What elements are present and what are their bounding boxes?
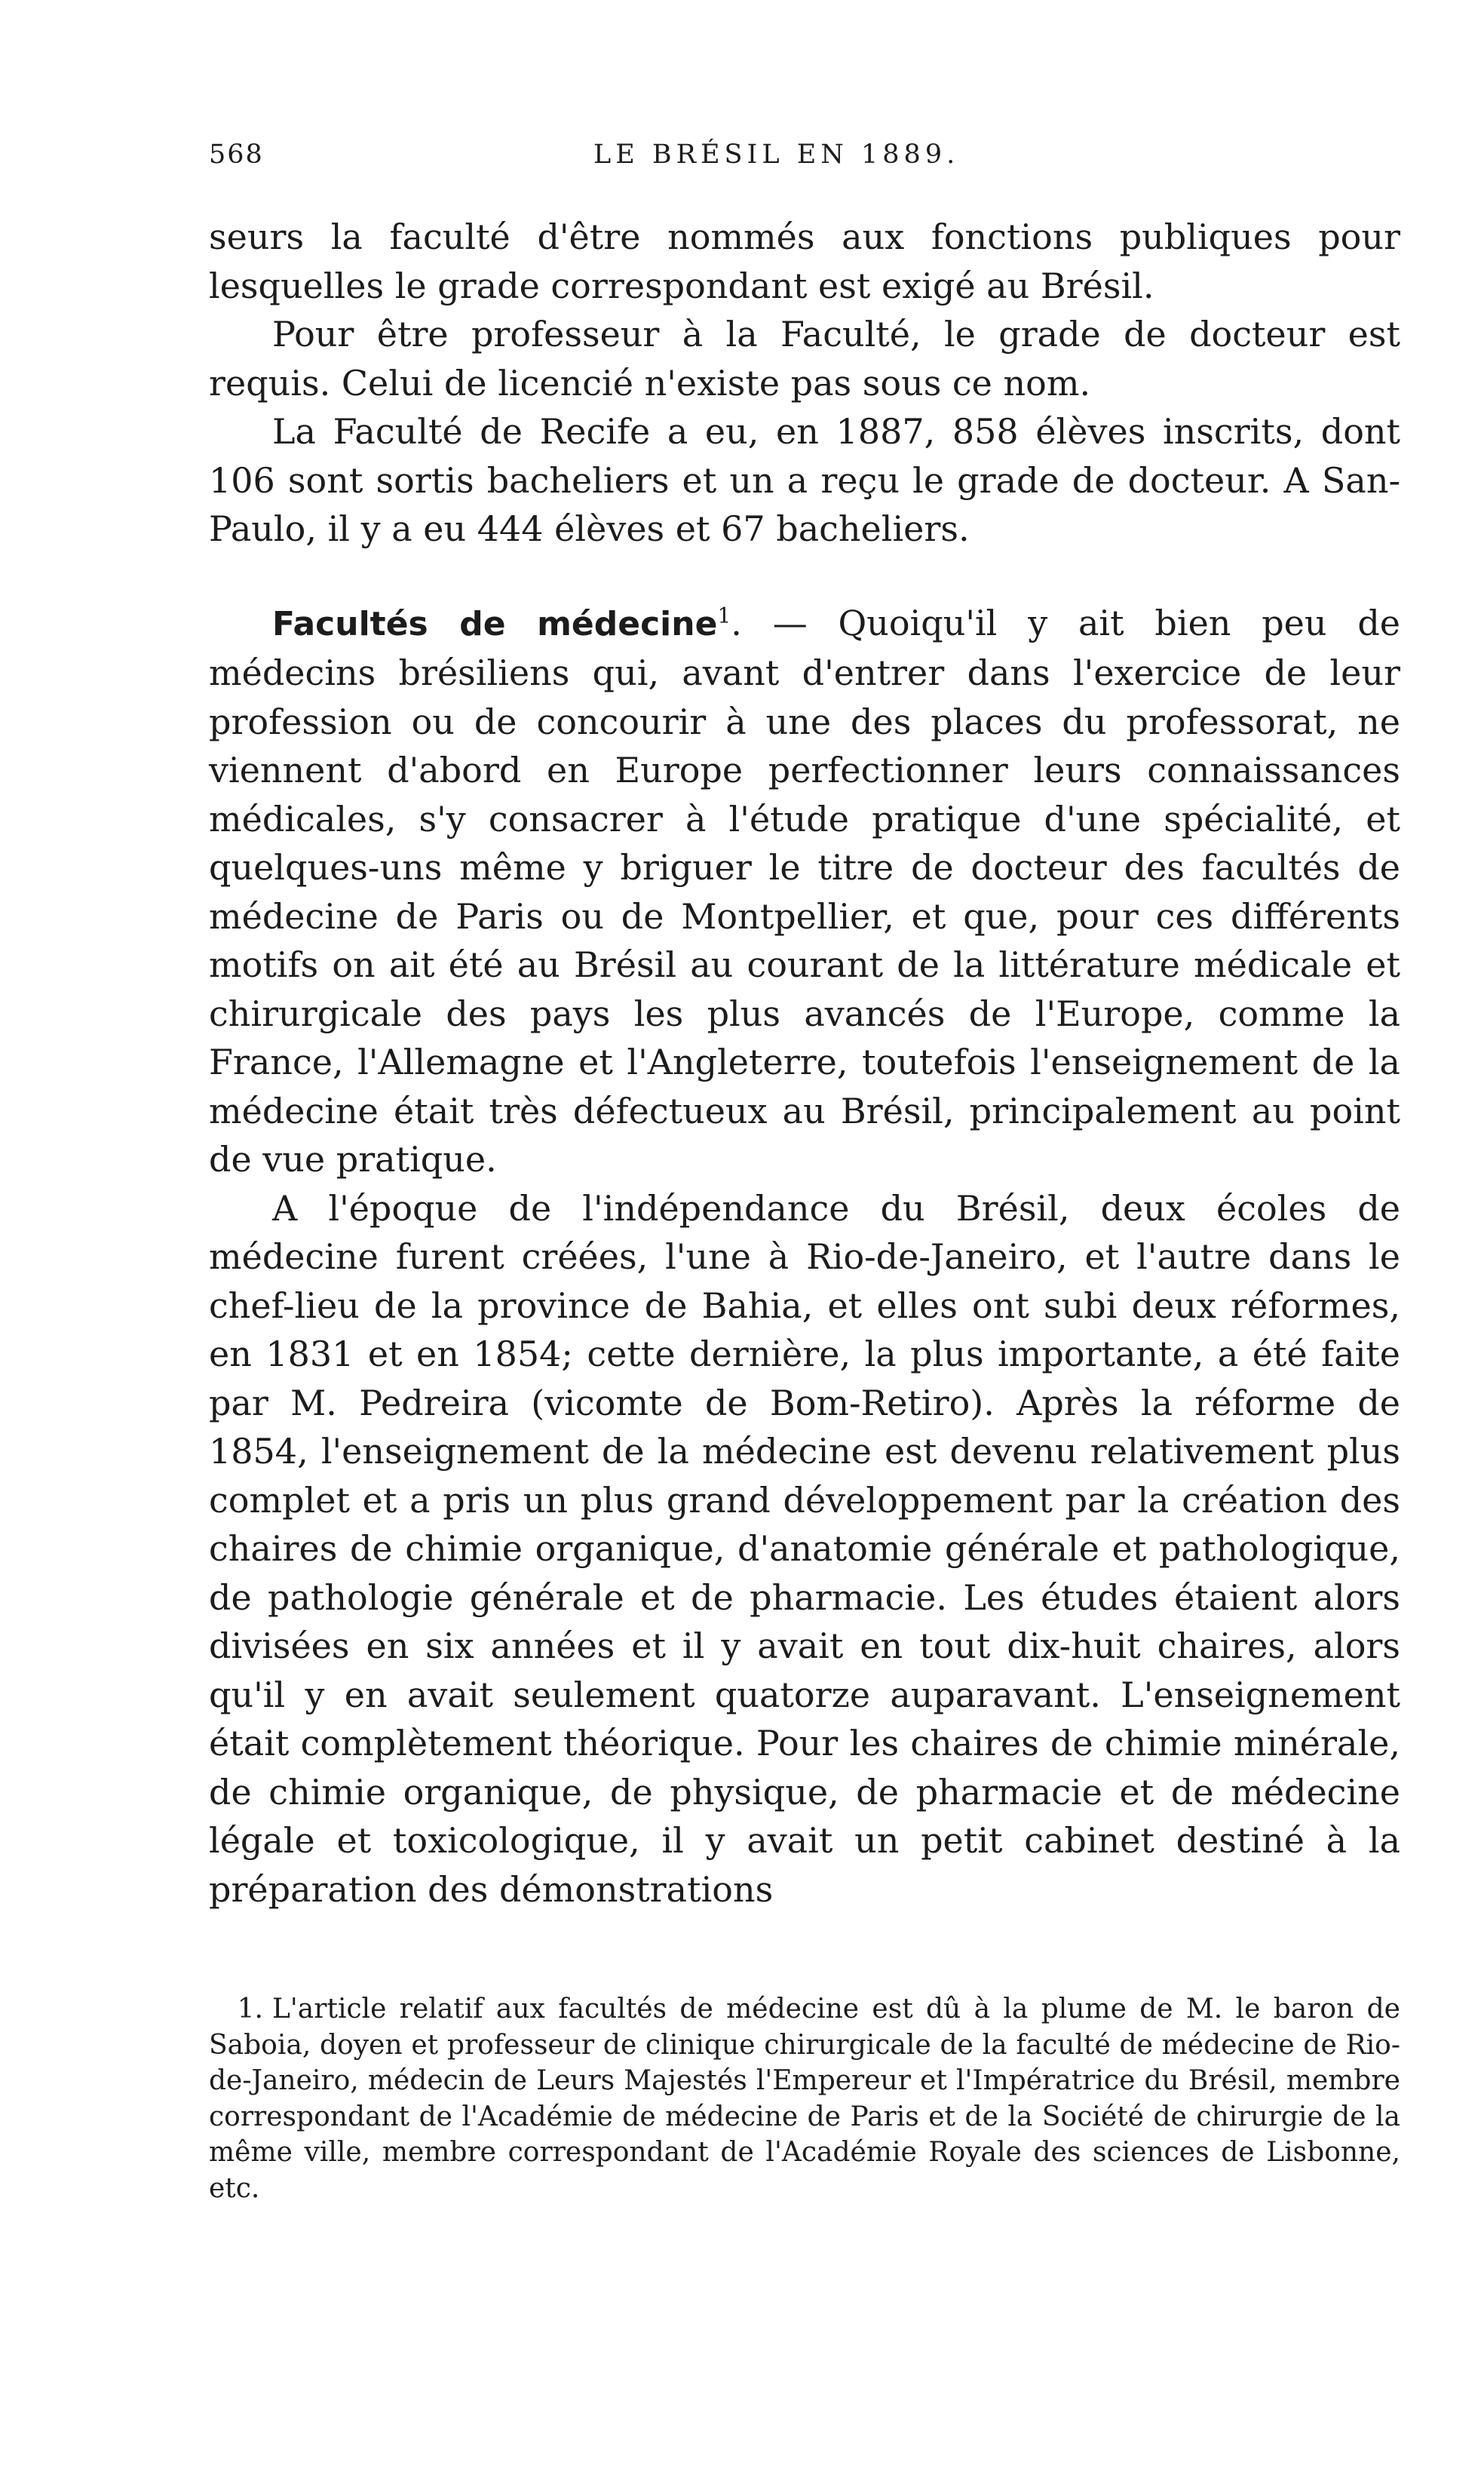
footnote	[209, 1991, 1400, 2206]
paragraph-medicine-text: . — Quoiqu'il y ait bien peu de médecins brésiliens qui, avant d'entrer dans l'exercice de leur profession ou de concourir à une des places du professorat, ne viennent d'abord en Europe perfectionner leurs connaissances médicales, s'y consacrer à l'étude pratique d'une spécialité, et quelques-uns même y briguer le titre de docteur des facultés de médecine de Paris ou de Montpellier, et que, pour ces différents motifs on ait été au Brésil au courant de la littérature médicale et chirurgicale des pays les plus avancés de l'Europe, comme la France, l'Allemagne et l'Angleterre, toutefois l'enseignement de la médecine était très défectueux au Brésil, principalement au point de vue pratique.	[209, 602, 1400, 1180]
section-gap	[209, 554, 1400, 599]
paragraph-recife-statistics: La Faculté de Recife a eu, en 1887, 858 élèves inscrits, dont 106 sont sortis bacheliers et un a reçu le grade de docteur. A San-Paulo, il y a eu 444 élèves et 67 bacheliers.	[209, 411, 1400, 549]
paragraph-independence-schools: A l'époque de l'indépendance du Brésil, deux écoles de médecine furent créées, l'une à Rio-de-Janeiro, et l'autre dans le chef-lieu de la province de Bahia, et elles ont subi deux réformes, en 1831 et en 1854; cette dernière, la plus importante, a été faite par M. Pedreira (vicomte de Bom-Retiro). Après la réforme de 1854, l'enseignement de la médecine est devenu relativement plus complet et a pris un plus grand développement par la création des chaires de chimie organique, d'anatomie générale et pathologique, de pathologie générale et de pharmacie. Les études étaient alors divisées en six années et il y avait en tout dix-huit chaires, alors qu'il y en avait seulement quatorze auparavant. L'enseignement était complètement théorique. Pour les chaires de chimie minérale, de chimie organique, de physique, de pharmacie et de médecine légale et toxicologique, il y avait un petit cabinet destiné à la préparation des démonstrations	[209, 1187, 1400, 1910]
page-number: 568	[209, 140, 264, 170]
page-header	[209, 140, 1400, 185]
footnote-text: L'article relatif aux facultés de médecine est dû à la plume de M. le baron de Saboia, doyen et professeur de clinique chirurgicale de la faculté de médecine de Rio-de-Janeiro, médecin de Leurs Majestés l'Empereur et l'Impératrice du Brésil, membre correspondant de l'Académie de médecine de Paris et de la Société de chirurgie de la même ville, membre correspondant de l'Académie Royale des sciences de Lisbonne, etc.	[209, 1994, 1400, 2204]
footnote-number: 1.	[237, 1994, 263, 2024]
main-text	[209, 213, 1400, 1914]
section-title: Facultés de médecine	[272, 604, 718, 643]
paragraph-continuation: seurs la faculté d'être nommés aux fonctions publiques pour lesquelles le grade correspondant est exigé au Brésil.	[209, 216, 1400, 306]
paragraph-professor-requirement: Pour être professeur à la Faculté, le grade de docteur est requis. Celui de licencié n'existe pas sous ce nom.	[209, 314, 1400, 404]
footnote-reference: 1	[717, 603, 731, 628]
running-title: LE BRÉSIL EN 1889.	[593, 140, 960, 170]
paragraph-medicine-faculties	[209, 599, 1400, 1184]
